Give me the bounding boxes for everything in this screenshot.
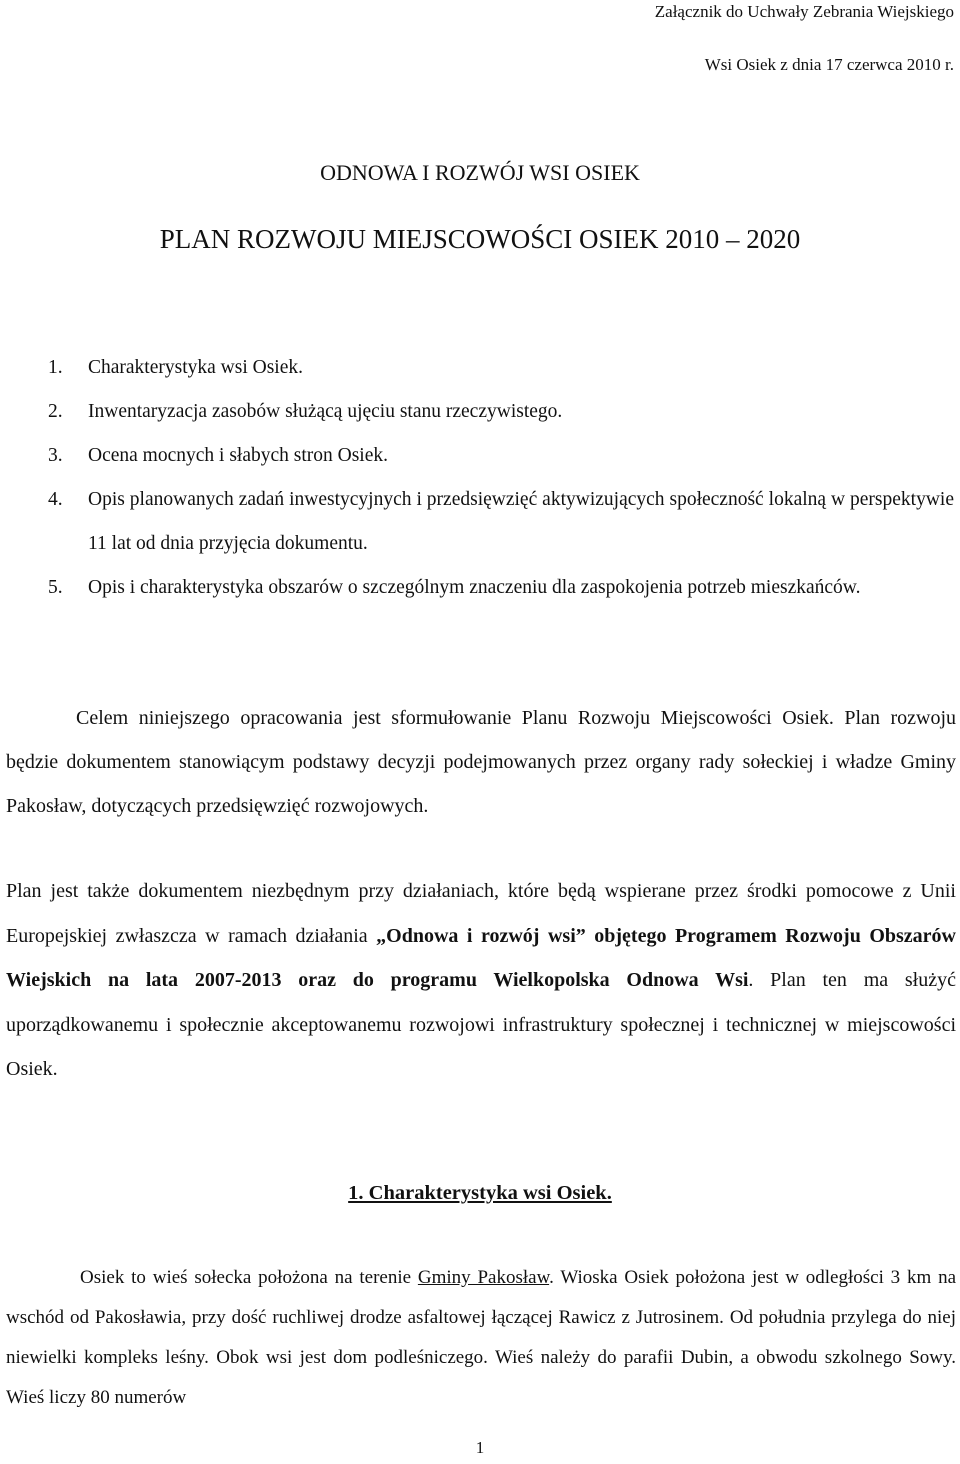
- toc-item: [48, 346, 954, 390]
- section-1-tail: . Wioska Osiek położona jest w odległości 3 km na wschód od Pakosławia, przy dość ruchliwej drodze asfaltowej łączącej Rawicz z Jutrosinem. Od południa przylega do niej niewielki kompleks leśny. Obok wsi jest dom podleśniczego. Wieś należy do parafii Dubin, a obwodu szkolnego Sowy. Wieś liczy 80 numerów: [6, 1267, 957, 1408]
- toc-item: [48, 390, 954, 434]
- intro-paragraph-2: [6, 869, 956, 1092]
- toc-item-text: Inwentaryzacja zasobów służącą ujęciu stanu rzeczywistego.: [88, 401, 563, 422]
- intro-paragraph-2-tail: . Plan ten ma służyć uporządkowanemu i społecznie akceptowanemu rozwojowi infrastruktury społecznej i technicznej w miejscowości Osiek.: [6, 969, 956, 1080]
- toc-item-text: Opis planowanych zadań inwestycyjnych i przedsięwzięć aktywizujących społeczność lokalną w perspektywie 11 lat od dnia przyjęcia dokumentu.: [88, 489, 954, 554]
- section-1-title: 1. Charakterystyka wsi Osiek.: [348, 1182, 612, 1204]
- toc-item: [48, 434, 954, 478]
- toc-item-number: 1.: [48, 357, 63, 378]
- toc-item-number: 5.: [48, 577, 63, 598]
- header-attachment-line: Załącznik do Uchwały Zebrania Wiejskiego: [654, 2, 954, 21]
- page-number: 1: [475, 1438, 485, 1457]
- toc-item-number: 4.: [48, 489, 63, 510]
- toc-item-number: 2.: [48, 401, 63, 422]
- intro-paragraph-1: Celem niniejszego opracowania jest sformułowanie Planu Rozwoju Miejscowości Osiek. Plan rozwoju będzie dokumentem stanowiącym podstawy decyzji podejmowanych przez organy rady sołeckiej i władze Gminy Pakosław, dotyczących przedsięwzięć rozwojowych.: [6, 707, 956, 817]
- toc-item-text: Charakterystyka wsi Osiek.: [88, 357, 303, 378]
- toc-item: [48, 566, 954, 610]
- intro-paragraph-2-lead: Plan jest także dokumentem niezbędnym przy działaniach, które będą wspierane przez środki pomocowe z Unii Europejskiej zwłaszcza w ramach działania: [6, 880, 956, 947]
- document-subtitle: PLAN ROZWOJU MIEJSCOWOŚCI OSIEK 2010 – 2020: [159, 224, 801, 254]
- header-date-line: Wsi Osiek z dnia 17 czerwca 2010 r.: [704, 55, 954, 74]
- gmina-pakoslaw-link[interactable]: Gminy Pakosław: [417, 1267, 550, 1288]
- table-of-contents: [48, 346, 954, 610]
- toc-item: [48, 478, 954, 566]
- toc-item-text: Opis i charakterystyka obszarów o szczególnym znaczeniu dla zaspokojenia potrzeb mieszkańców.: [88, 577, 861, 598]
- document-title: ODNOWA I ROZWÓJ WSI OSIEK: [320, 160, 640, 185]
- toc-item-text: Ocena mocnych i słabych stron Osiek.: [88, 445, 389, 466]
- program-name-bold: „Odnowa i rozwój wsi” objętego Programem Rozwoju Obszarów Wiejskich na lata 2007-2013 oraz do programu Wielkopolska Odnowa Wsi: [6, 924, 956, 991]
- section-1-lead: Osiek to wieś sołecka położona na terenie: [80, 1267, 418, 1288]
- toc-item-number: 3.: [48, 445, 63, 466]
- section-1-paragraph: [6, 1258, 956, 1418]
